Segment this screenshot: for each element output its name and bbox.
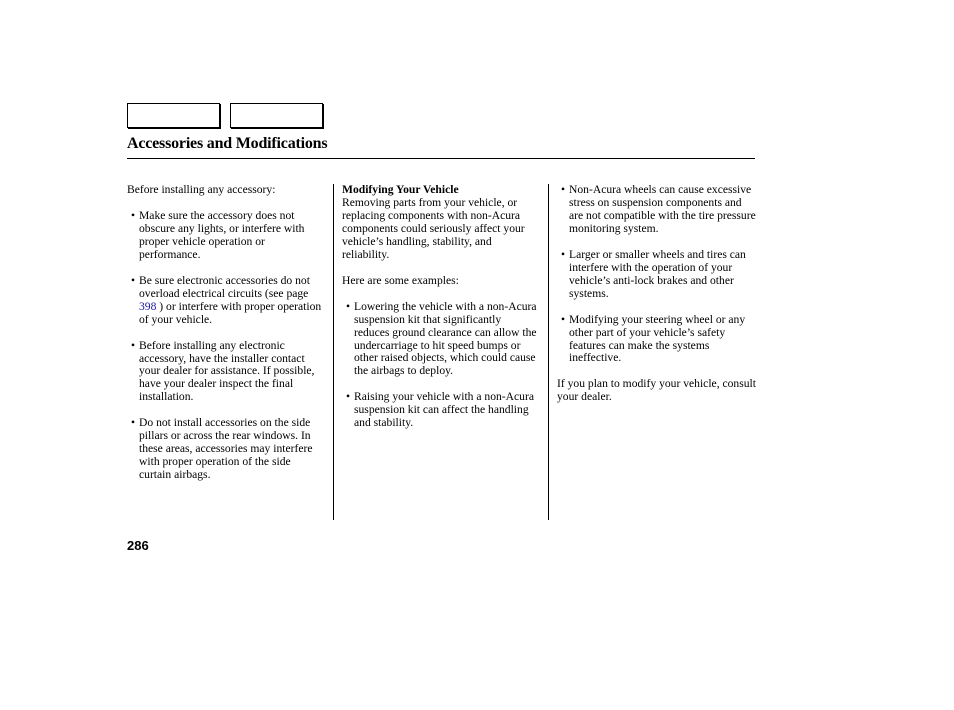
bullet-icon: • xyxy=(561,183,566,196)
column-divider xyxy=(333,184,334,520)
column-1 xyxy=(127,184,325,482)
closing-note: If you plan to modify your vehicle, consult your dealer. xyxy=(557,377,756,404)
bullet-icon: • xyxy=(131,416,136,430)
section-heading: Modifying Your Vehicle xyxy=(342,183,459,196)
bullet-icon: • xyxy=(346,390,351,404)
bullet-icon: • xyxy=(131,273,136,287)
list-item: • Raising your vehicle with a non-Acura suspension kit can affect the handling and stability. xyxy=(346,390,534,430)
page-title: Accessories and Modifications xyxy=(127,135,328,152)
nav-tab-box-1[interactable] xyxy=(127,103,220,128)
page-number: 286 xyxy=(127,538,149,553)
list-item: • Lowering the vehicle with a non-Acura suspension kit that significantly reduces ground clearance can allow the undercarriage to hit speed bumps or other raised objects, which could cause the airbags to deploy. xyxy=(346,299,537,378)
column-2 xyxy=(342,184,538,430)
list-item: • Make sure the accessory does not obscure any lights, or interfere with proper vehicle operation or performance. xyxy=(131,208,305,261)
bullet-icon: • xyxy=(561,312,566,326)
bullet-icon: • xyxy=(346,299,351,313)
column-2-intro: Removing parts from your vehicle, or replacing components with non-Acura components could seriously affect your vehicle’s handling, stability, and reliability. xyxy=(342,195,525,261)
list-item: • Be sure electronic accessories do not overload electrical circuits (see page 398 ) or interfere with proper operation of your vehicle. xyxy=(131,273,322,326)
bullet-icon: • xyxy=(561,247,566,261)
list-item: • Larger or smaller wheels and tires can interfere with the operation of your vehicle’s anti-lock brakes and other systems. xyxy=(561,247,746,300)
examples-intro: Here are some examples: xyxy=(342,273,459,287)
column-1-intro: Before installing any accessory: xyxy=(127,183,276,196)
column-divider xyxy=(548,184,549,520)
page-link-398[interactable]: 398 xyxy=(139,299,157,313)
list-item: • Do not install accessories on the side pillars or across the rear windows. In these areas, accessories may interfere with proper operation of the side curtain airbags. xyxy=(131,416,313,482)
bullet-icon: • xyxy=(131,338,136,352)
list-item: • Before installing any electronic accessory, have the installer contact your dealer for assistance. If possible, have your dealer inspect the final installation. xyxy=(131,338,315,404)
nav-tab-box-2[interactable] xyxy=(230,103,323,128)
column-3 xyxy=(557,184,757,404)
list-item: • Non-Acura wheels can cause excessive stress on suspension components and are not compatible with the tire pressure monitoring system. xyxy=(561,183,756,235)
title-divider xyxy=(127,158,755,159)
bullet-icon: • xyxy=(131,208,136,222)
list-item: • Modifying your steering wheel or any other part of your vehicle’s safety features can make the systems ineffective. xyxy=(561,312,746,365)
